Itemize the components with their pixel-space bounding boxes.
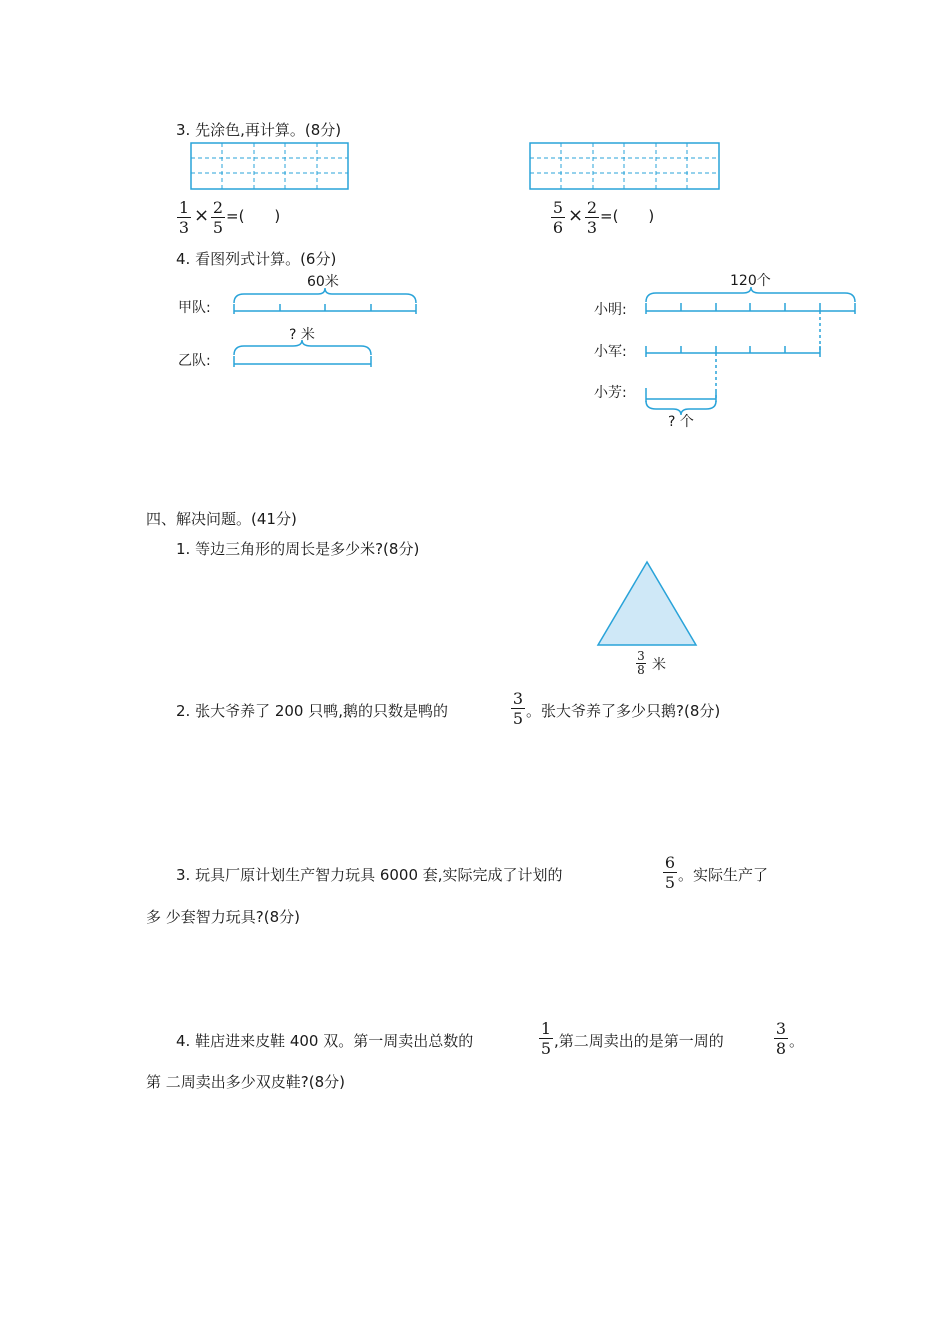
label-yidui: 乙队: xyxy=(178,353,211,369)
label-jiadui: 甲队: xyxy=(178,300,211,316)
problem4-text-c: 。 xyxy=(789,1032,805,1050)
expr1-answer-blank[interactable]: =( ) xyxy=(226,207,281,225)
problem4-text-a: 4. 鞋店进来皮鞋 400 双。第一周卖出总数的 xyxy=(176,1032,474,1050)
expr2-answer-blank[interactable]: =( ) xyxy=(600,207,655,225)
left-question: ? 米 xyxy=(289,327,315,343)
problem4-fraction-2: 3 8 xyxy=(775,1019,787,1058)
problem4-fraction-1: 1 5 xyxy=(540,1019,552,1058)
expr2-frac-b: 2 3 xyxy=(586,198,598,237)
expr1-op: × xyxy=(194,205,210,226)
label-xiaoming: 小明: xyxy=(594,302,627,318)
segment-diagram-right xyxy=(646,287,855,415)
q3-title: 3. 先涂色,再计算。(8分) xyxy=(176,121,342,139)
label-xiaojun: 小军: xyxy=(594,344,627,360)
expr2-op: × xyxy=(568,205,584,226)
triangle-side-unit: 米 xyxy=(652,657,666,673)
problem4-text-b: ,第二周卖出的是第一周的 xyxy=(554,1032,724,1050)
q4-title: 4. 看图列式计算。(6分) xyxy=(176,250,337,268)
right-question: ? 个 xyxy=(668,414,694,430)
expr2-frac-a: 5 6 xyxy=(552,198,564,237)
problem3-text-c: 多 少套智力玩具?(8分) xyxy=(146,908,300,926)
color-grid-right[interactable] xyxy=(530,143,719,189)
equilateral-triangle xyxy=(598,562,696,645)
triangle-side-fraction: 3 8 xyxy=(637,649,645,677)
problem1-text: 1. 等边三角形的周长是多少米?(8分) xyxy=(176,540,420,558)
expr1-frac-b: 2 5 xyxy=(212,198,224,237)
right-top-value: 120个 xyxy=(730,273,771,289)
problem3-text-b: 。实际生产了 xyxy=(678,866,769,884)
problem2-fraction: 3 5 xyxy=(512,689,524,728)
problem2-text-a: 2. 张大爷养了 200 只鸭,鹅的只数是鸭的 xyxy=(176,702,449,720)
color-grid-left[interactable] xyxy=(191,143,348,189)
problem3-text-a: 3. 玩具厂原计划生产智力玩具 6000 套,实际完成了计划的 xyxy=(176,866,563,884)
segment-diagram-left xyxy=(234,288,416,367)
problem4-text-d: 第 二周卖出多少双皮鞋?(8分) xyxy=(146,1073,345,1091)
expr1-frac-a: 1 3 xyxy=(178,198,190,237)
left-top-value: 60米 xyxy=(307,274,339,290)
label-xiaofang: 小芳: xyxy=(594,385,627,401)
problem3-fraction: 6 5 xyxy=(664,853,676,892)
problem2-text-b: 。张大爷养了多少只鹅?(8分) xyxy=(526,702,721,720)
section4-heading: 四、解决问题。(41分) xyxy=(146,510,297,528)
